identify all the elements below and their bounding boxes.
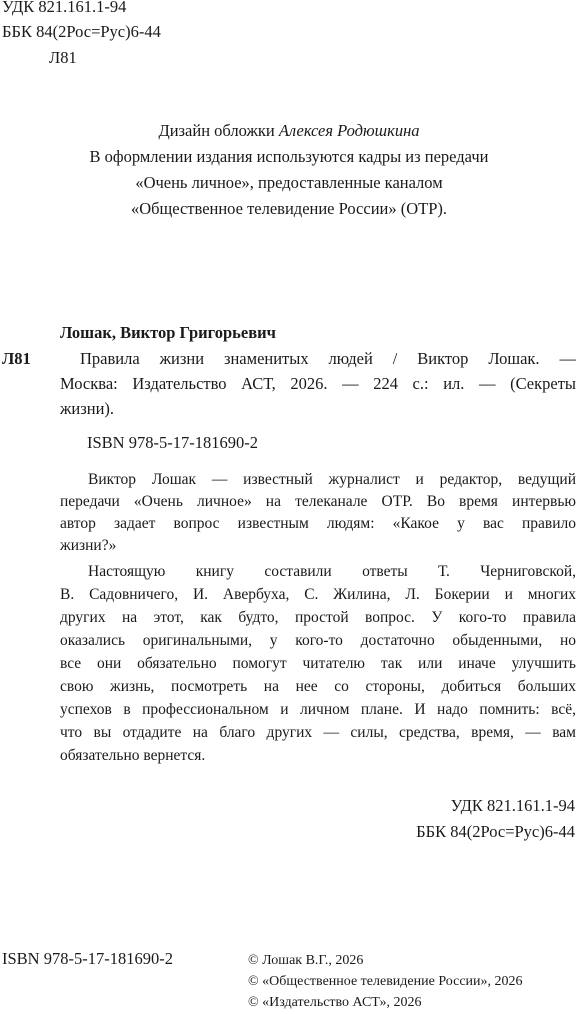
annotation-p2-line-3: других на этот, как будто, простой вопрос. У кого-то правила	[60, 609, 576, 626]
cover-designer-name: Алексея Родюшкина	[278, 121, 420, 140]
cover-design-credit	[0, 120, 578, 142]
udk-code: УДК 821.161.1-94	[450, 796, 575, 815]
copyright-author: © Лошак В.Г., 2026	[248, 953, 364, 968]
copyright-otr: © «Общественное телевидение России», 2026	[248, 974, 523, 989]
annotation-p1-line-1: Виктор Лошак — известный журналист и редактор, ведущий	[88, 471, 576, 488]
bbk-header: ББК 84(2Рос=Рус)6-44	[2, 22, 161, 41]
bbk-code: ББК 84(2Рос=Рус)6-44	[416, 822, 575, 841]
catalog-title-line-2: Москва: Издательство АСТ, 2026. — 224 с.: ил. — (Секреты	[60, 374, 576, 393]
udk-header: УДК 821.161.1-94	[2, 0, 127, 16]
annotation-p2-line-5: все они обязательно помогут читателю так или иначе улучшить	[60, 655, 576, 672]
cover-design-prefix: Дизайн обложки	[158, 121, 279, 140]
catalog-author: Лошак, Виктор Григорьевич	[60, 323, 276, 342]
footer-isbn: ISBN 978-5-17-181690-2	[2, 949, 173, 968]
annotation-p2-line-1: Настоящую книгу составили ответы Т. Черниговской,	[88, 563, 576, 580]
credits-line-4: «Общественное телевидение России» (ОТР).	[130, 199, 448, 218]
annotation-p2-line-6: свою жизнь, посмотреть на нее со стороны, добиться больших	[60, 678, 576, 695]
annotation-p2-line-4: оказались оригинальными, у кого-то достаточно обыденными, но	[60, 632, 576, 649]
annotation-p1-line-4: жизни?»	[60, 537, 117, 554]
catalog-title-line-3: жизни).	[60, 399, 115, 418]
annotation-p2-line-8: что вы отдадите на благо других — силы, средства, время, — вам	[60, 724, 576, 741]
copyright-ast: © «Издательство АСТ», 2026	[248, 995, 422, 1010]
credits-line-3: «Очень личное», предоставленные каналом	[135, 173, 443, 192]
annotation-p2-line-9: обязательно вернется.	[60, 747, 206, 764]
catalog-isbn: ISBN 978-5-17-181690-2	[87, 433, 258, 452]
annotation-p1-line-2: передачи «Очень личное» на телеканале ОТР. Во время интервью	[60, 493, 576, 510]
annotation-p2-line-2: В. Садовничего, И. Авербуха, С. Жилина, Л. Бокерии и многих	[60, 586, 576, 603]
annotation-p1-line-3: автор задает вопрос известным людям: «Какое у вас правило	[60, 515, 576, 532]
author-mark-header: Л81	[49, 48, 77, 67]
annotation-p2-line-7: успехов в профессиональном и личном плане. И надо помнить: всё,	[60, 701, 576, 718]
catalog-title-line-1: Правила жизни знаменитых людей / Виктор Лошак. —	[80, 349, 576, 368]
credits-line-2: В оформлении издания используются кадры из передачи	[89, 147, 489, 166]
catalog-mark: Л81	[2, 349, 31, 368]
